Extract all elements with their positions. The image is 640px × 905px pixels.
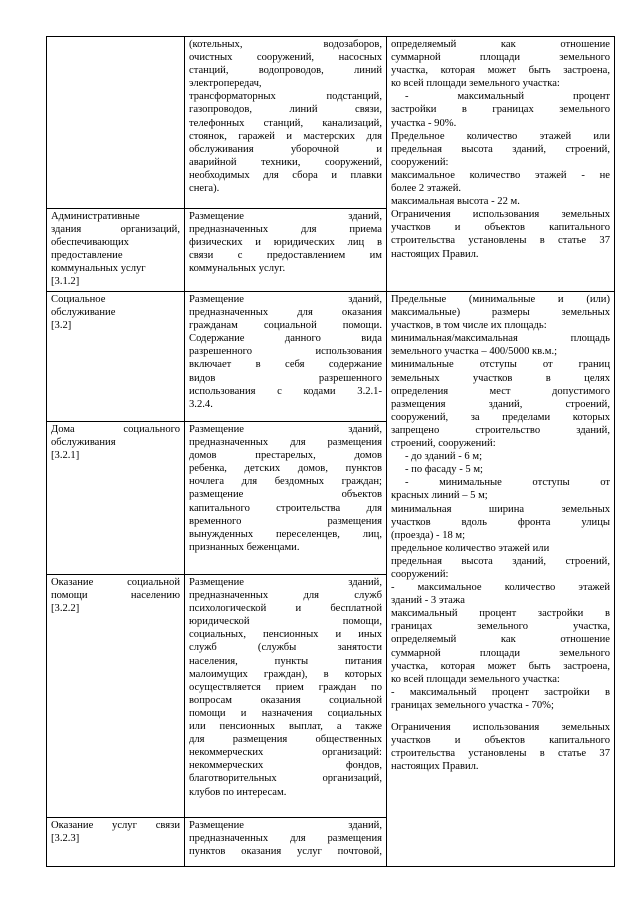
param-line: определяемый как отношение [391, 39, 610, 50]
use-name-cell [47, 575, 185, 818]
table-row [47, 37, 615, 209]
use-name-cell [47, 209, 185, 292]
desc-line: очистных сооружений, насосных [189, 52, 382, 64]
desc-line: ребенка, детских домов, пунктов [189, 463, 382, 475]
spacer [391, 712, 610, 721]
desc-line: стоянок, гаражей и мастерских для [189, 130, 382, 142]
desc-line: связи с предоставлением им [189, 250, 382, 262]
param-line: зданий - 3 этажа [391, 595, 465, 607]
param-line: - по фасаду - 5 м; [405, 464, 483, 476]
name-code: [3.2.2] [51, 603, 80, 615]
name-line: обслуживание [51, 307, 116, 319]
param-line: Предельные (минимальные и (или) [391, 294, 610, 305]
param-line: сооружений: [391, 568, 449, 580]
parameters-cell [387, 292, 615, 867]
name-line: здания организаций, [51, 224, 180, 236]
param-line: земельного участка – 400/5000 кв.м.; [391, 346, 558, 358]
name-line: помощи населению [51, 590, 180, 602]
param-line: Ограничения использования земельных [391, 722, 610, 733]
param-line: сооружений: [391, 156, 449, 168]
desc-line: клубов по интересам. [189, 786, 287, 798]
desc-line: капитального строительства для [189, 502, 382, 514]
use-description-cell [185, 422, 387, 575]
desc-line: снега). [189, 183, 220, 195]
name-line: коммунальных услуг [51, 263, 146, 275]
param-line: - максимальный процент застройки в [391, 686, 610, 698]
param-line: минимальные отступы от границ [391, 359, 610, 371]
desc-line: станций, водопроводов, линий [189, 65, 382, 77]
desc-line: некоммерческих фондов, [189, 760, 382, 772]
desc-line: необходимых для сбора и плавки [189, 169, 382, 181]
name-code: [3.2.3] [51, 833, 80, 845]
param-line: участка, которая может быть застроена, [391, 660, 610, 672]
param-line: - минимальные отступы от [405, 477, 610, 489]
param-line: предельная высота зданий, строений, [391, 555, 610, 567]
desc-line: Размещение зданий, [189, 424, 382, 435]
desc-line: осуществляется прием граждан по [189, 681, 382, 693]
param-line: Предельное количество этажей или [391, 130, 610, 142]
regulations-table [46, 36, 615, 867]
desc-line: психологической и бесплатной [189, 603, 382, 615]
use-description-cell [185, 292, 387, 422]
name-line: Дома социального [51, 424, 180, 435]
desc-line: помощи и назначения социальных [189, 707, 382, 719]
desc-line: предназначенных для размещения [189, 437, 382, 449]
desc-line: предназначенных для размещения [189, 833, 382, 845]
param-line: застройки в границах земельного [391, 104, 610, 116]
param-line: участков и объектов капитального [391, 735, 610, 747]
desc-line: гражданам социальной помощи. [189, 320, 382, 332]
param-line: максимальное количество этажей - не [391, 169, 610, 181]
param-line: минимальная/максимальная площадь [391, 333, 610, 345]
use-description-cell [185, 575, 387, 818]
desc-line: размещение объектов [189, 489, 382, 501]
param-line: участков, в том числе их площадь: [391, 320, 547, 332]
param-line: границах земельного участка - 70%; [391, 699, 554, 711]
param-line: участка, которая может быть застроена, [391, 65, 610, 77]
parameters-cell [387, 37, 615, 292]
desc-line: благотворительных организаций, [189, 773, 382, 785]
param-line: настоящих Правил. [391, 248, 479, 260]
desc-line: пунктов оказания услуг почтовой, [189, 846, 382, 858]
use-description-cell [185, 37, 387, 209]
param-line: участков и объектов капитального [391, 222, 610, 234]
desc-line: вынужденных переселенцев, лиц, [189, 528, 382, 540]
param-line: (проезда) - 18 м; [391, 529, 466, 541]
desc-line: телефонных станций, канализаций, [189, 117, 382, 129]
param-line: ко всей площади земельного участка: [391, 673, 560, 685]
desc-line: (котельных, водозаборов, [189, 39, 382, 50]
desc-line: предназначенных для оказания [189, 307, 382, 319]
param-line: - максимальный процент [405, 91, 610, 103]
param-line: строительства установлены в статье 37 [391, 748, 610, 760]
desc-line: служб (службы занятости [189, 642, 382, 654]
table-row [47, 292, 615, 422]
desc-line: малоимущих граждан), в которых [189, 668, 382, 680]
param-line: участков вдоль фронта улицы [391, 516, 610, 528]
name-code: [3.1.2] [51, 276, 80, 288]
param-line: красных линий – 5 м; [391, 490, 488, 502]
desc-line: электропередач, [189, 78, 262, 90]
use-name-cell [47, 37, 185, 209]
name-line: предоставление [51, 250, 123, 262]
name-line: Социальное [51, 294, 106, 305]
param-line: строительства установлены в статье 37 [391, 235, 610, 247]
param-line: минимальная ширина земельных [391, 503, 610, 515]
use-name-cell [47, 292, 185, 422]
name-line: Административные [51, 211, 140, 222]
desc-line: Содержание данного вида [189, 333, 382, 345]
desc-line: вопросам оказания социальной [189, 694, 382, 706]
param-line: участка - 90%. [391, 117, 457, 129]
use-description-cell [185, 209, 387, 292]
desc-line: трансформаторных подстанций, [189, 91, 382, 103]
param-line: определения мест допустимого [391, 385, 610, 397]
param-line: - до зданий - 6 м; [405, 451, 483, 463]
use-name-cell [47, 422, 185, 575]
desc-line: коммунальных услуг. [189, 263, 286, 275]
desc-line: или пенсионных выплат, а также [189, 721, 382, 733]
desc-line: ночлега для бездомных граждан; [189, 476, 382, 488]
desc-line: Размещение зданий, [189, 294, 382, 305]
desc-line: Размещение зданий, [189, 577, 382, 588]
desc-line: социальных, пенсионных и иных [189, 629, 382, 641]
param-line: ко всей площади земельного участка: [391, 78, 560, 90]
param-line: определяемый как отношение [391, 634, 610, 646]
param-line: настоящих Правил. [391, 761, 479, 773]
name-code: [3.2.1] [51, 450, 80, 462]
desc-line: Размещение зданий, [189, 211, 382, 222]
desc-line: физических и юридических лиц в [189, 237, 382, 249]
desc-line: для размещения общественных [189, 734, 382, 746]
desc-line: домов престарелых, домов [189, 450, 382, 462]
desc-line: предназначенных для приема [189, 224, 382, 236]
use-description-cell [185, 818, 387, 867]
param-line: предельная высота зданий, строений, [391, 143, 610, 155]
name-line: Оказание социальной [51, 577, 180, 588]
param-line: земельных участков в целях [391, 372, 610, 384]
param-line: максимальные) размеры земельных [391, 307, 610, 319]
param-line: сооружений, за пределами которых [391, 411, 610, 423]
desc-line: юридической помощи, [189, 616, 382, 628]
desc-line: использования с кодами 3.2.1- [189, 385, 382, 397]
desc-line: признанных беженцами. [189, 541, 300, 553]
desc-line: 3.2.4. [189, 398, 213, 410]
desc-line: обслуживания уборочной и [189, 143, 382, 155]
param-line: строений, сооружений: [391, 438, 496, 450]
param-line: более 2 этажей. [391, 183, 462, 195]
desc-line: Размещение зданий, [189, 820, 382, 831]
desc-line: предназначенных для служб [189, 590, 382, 602]
param-line: предельное количество этажей или [391, 542, 550, 554]
desc-line: временного размещения [189, 515, 382, 527]
desc-line: включает в себя содержание [189, 359, 382, 371]
desc-line: разрешенного использования [189, 346, 382, 358]
param-line: суммарной площади земельного [391, 52, 610, 64]
desc-line: населения, пункты питания [189, 655, 382, 667]
param-line: запрещено строительство зданий, [391, 424, 610, 436]
param-line: максимальная высота - 22 м. [391, 196, 520, 208]
name-line: обслуживания [51, 437, 116, 449]
param-line: - максимальное количество этажей [391, 582, 610, 594]
desc-line: газопроводов, линий связи, [189, 104, 382, 116]
param-line: размещения зданий, строений, [391, 398, 610, 410]
param-line: границах земельного участка, [391, 621, 610, 633]
param-line: суммарной площади земельного [391, 647, 610, 659]
param-line: Ограничения использования земельных [391, 209, 610, 221]
desc-line: аварийной техники, сооружений, [189, 156, 382, 168]
name-code: [3.2] [51, 320, 72, 332]
name-line: обеспечивающих [51, 237, 129, 249]
desc-line: некоммерческих организаций: [189, 747, 382, 759]
name-line: Оказание услуг связи [51, 820, 180, 831]
desc-line: видов разрешенного [189, 372, 382, 384]
param-line: максимальный процент застройки в [391, 608, 610, 620]
use-name-cell [47, 818, 185, 867]
